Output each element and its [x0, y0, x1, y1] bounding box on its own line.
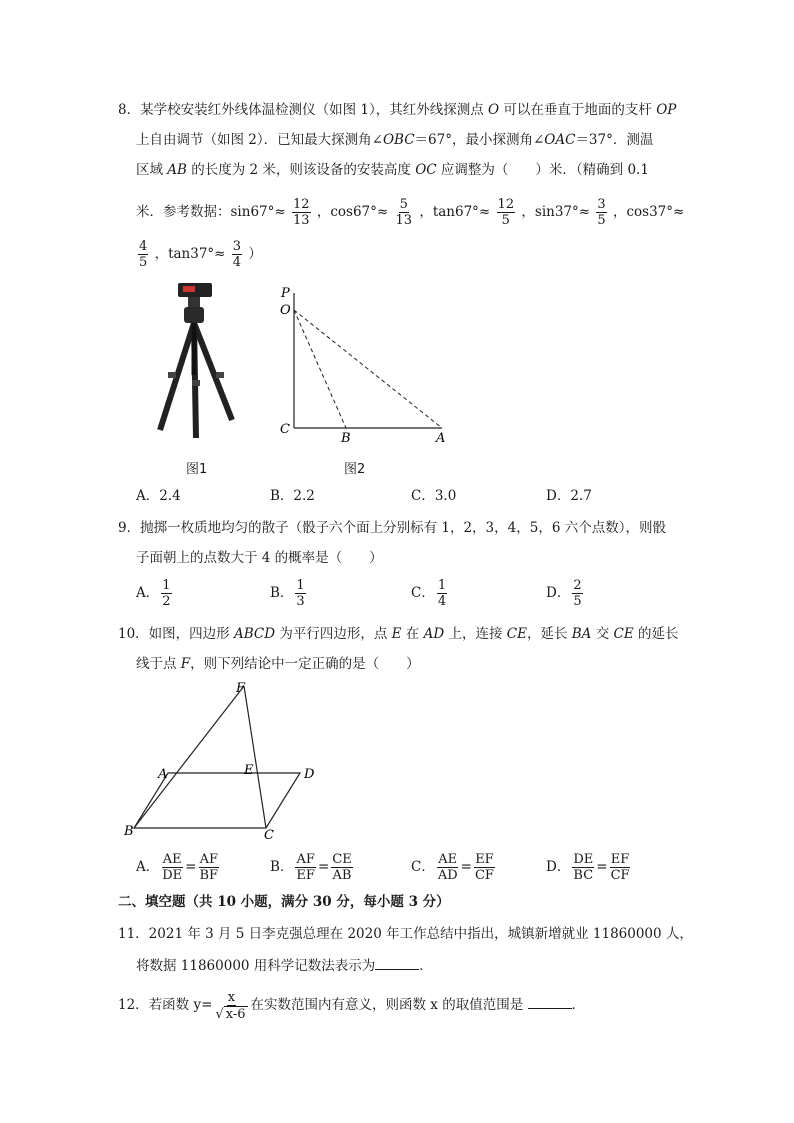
frac-cos67: $\frac{5}{13}$: [395, 197, 413, 228]
q8-option-a: A．2.4: [136, 488, 181, 504]
frac-sin37: $\frac{3}{5}$: [597, 197, 606, 228]
frac-tan67: $\frac{12}{5}$: [497, 197, 515, 228]
q9-option-a: A． $\frac{1}{2}$: [136, 578, 171, 609]
q12-answer-blank[interactable]: [528, 995, 572, 1009]
label-p: P: [281, 286, 290, 301]
q9-line2: 子面朝上的点数大于 4 的概率是（ ）: [136, 550, 383, 566]
q9-line1: 9．抛掷一枚质地均匀的散子（骰子六个面上分别标有 1，2，3，4，5，6 六个点数），则骰: [118, 520, 666, 536]
q9-option-b: B． $\frac{1}{3}$: [270, 578, 305, 609]
label-b: B: [341, 431, 351, 446]
label-o: O: [280, 303, 291, 318]
frac-cos37: $\frac{4}{5}$: [139, 239, 148, 270]
q10-option-b: B． $\frac{AF}{EF}$ = $\frac{CE}{AB}$: [270, 852, 352, 883]
q9-option-d: D． $\frac{2}{5}$: [546, 578, 582, 609]
label-a: A: [436, 431, 446, 446]
dashed-ob: [294, 310, 346, 428]
fig1-caption: 图1: [186, 462, 208, 477]
q8-option-c: C．3.0: [411, 488, 457, 504]
dashed-oa: [294, 310, 442, 428]
frac-sin67: $\frac{12}{13}$: [292, 197, 310, 228]
q10-option-d: D． $\frac{DE}{BC}$ = $\frac{EF}{CF}$: [546, 852, 630, 883]
q8-line4: 米．参考数据：sin67°≈ $\frac{12}{13}$ ，cos67°≈ $\frac{5}{13}$ ，tan67°≈ $\frac{12}{5}$ ，sin37°≈ $\frac{3}{5}$ ，cos37°≈: [136, 197, 685, 228]
q8-line3: 区域 AB 的长度为 2 米，则该设备的安装高度 OC 应调整为（ ）米．（精确到 0.1: [136, 162, 649, 178]
q10-option-c: C． $\frac{AE}{AD}$ = $\frac{EF}{CF}$: [411, 852, 494, 883]
q10-option-a: A． $\frac{AE}{DE}$ = $\frac{AF}{BF}$: [136, 852, 219, 883]
fig2-caption: 图2: [344, 462, 366, 477]
tripod-figure: [138, 280, 248, 450]
line-fb: [134, 686, 244, 828]
label-b: B: [124, 824, 134, 839]
label-f: F: [236, 681, 246, 696]
section2-title: 二、填空题（共 10 小题，满分 30 分，每小题 3 分）: [118, 894, 450, 910]
q8-line1: 8．某学校安装红外线体温检测仪（如图 1），其红外线探测点 O 可以在垂直于地面的支杆 OP: [118, 102, 677, 118]
q12-line: 12．若函数 y= $\frac{x}{√ x-6}$ 在实数范围内有意义，则函数 x 的取值范围是 ．: [118, 989, 585, 1022]
label-e: E: [244, 763, 254, 778]
tripod-head: [184, 307, 204, 323]
parallelogram-figure: [124, 680, 332, 843]
q8-option-d: D．2.7: [546, 488, 592, 504]
q10-line1: 10．如图，四边形 ABCD 为平行四边形，点 E 在 AD 上，连接 CE，延长 BA 交 CE 的延长: [118, 626, 679, 642]
label-c: C: [264, 828, 274, 843]
q11-line1: 11．2021 年 3 月 5 日李克强总理在 2020 年工作总结中指出，城镇新增就业 11860000 人，: [118, 926, 693, 942]
q9-option-c: C． $\frac{1}{4}$: [411, 578, 447, 609]
q8-line5: $\frac{4}{5}$ ，tan37°≈ $\frac{3}{4}$ ）: [139, 239, 262, 270]
exam-page: [118, 100, 693, 1060]
label-c: C: [280, 422, 290, 437]
fig2-diagram: [278, 283, 458, 446]
q10-line2: 线于点 F，则下列结论中一定正确的是（ ）: [136, 656, 420, 672]
q11-line2: 将数据 11860000 用科学记数法表示为 ．: [136, 958, 433, 974]
q11-answer-blank[interactable]: [375, 956, 419, 970]
frac-tan37: $\frac{3}{4}$: [232, 239, 242, 270]
label-d: D: [304, 767, 315, 782]
q8-line2: 上自由调节（如图 2）．已知最大探测角∠OBC＝67°，最小探测角∠OAC＝37°．测温: [136, 132, 654, 148]
tripod-leg-left: [160, 323, 194, 430]
label-a: A: [158, 767, 168, 782]
line-fc: [244, 686, 266, 828]
q12-fraction: $\frac{x}{√ x-6}$: [215, 989, 246, 1022]
q8-option-b: B．2.2: [270, 488, 315, 504]
tripod-leg-right: [194, 323, 232, 420]
